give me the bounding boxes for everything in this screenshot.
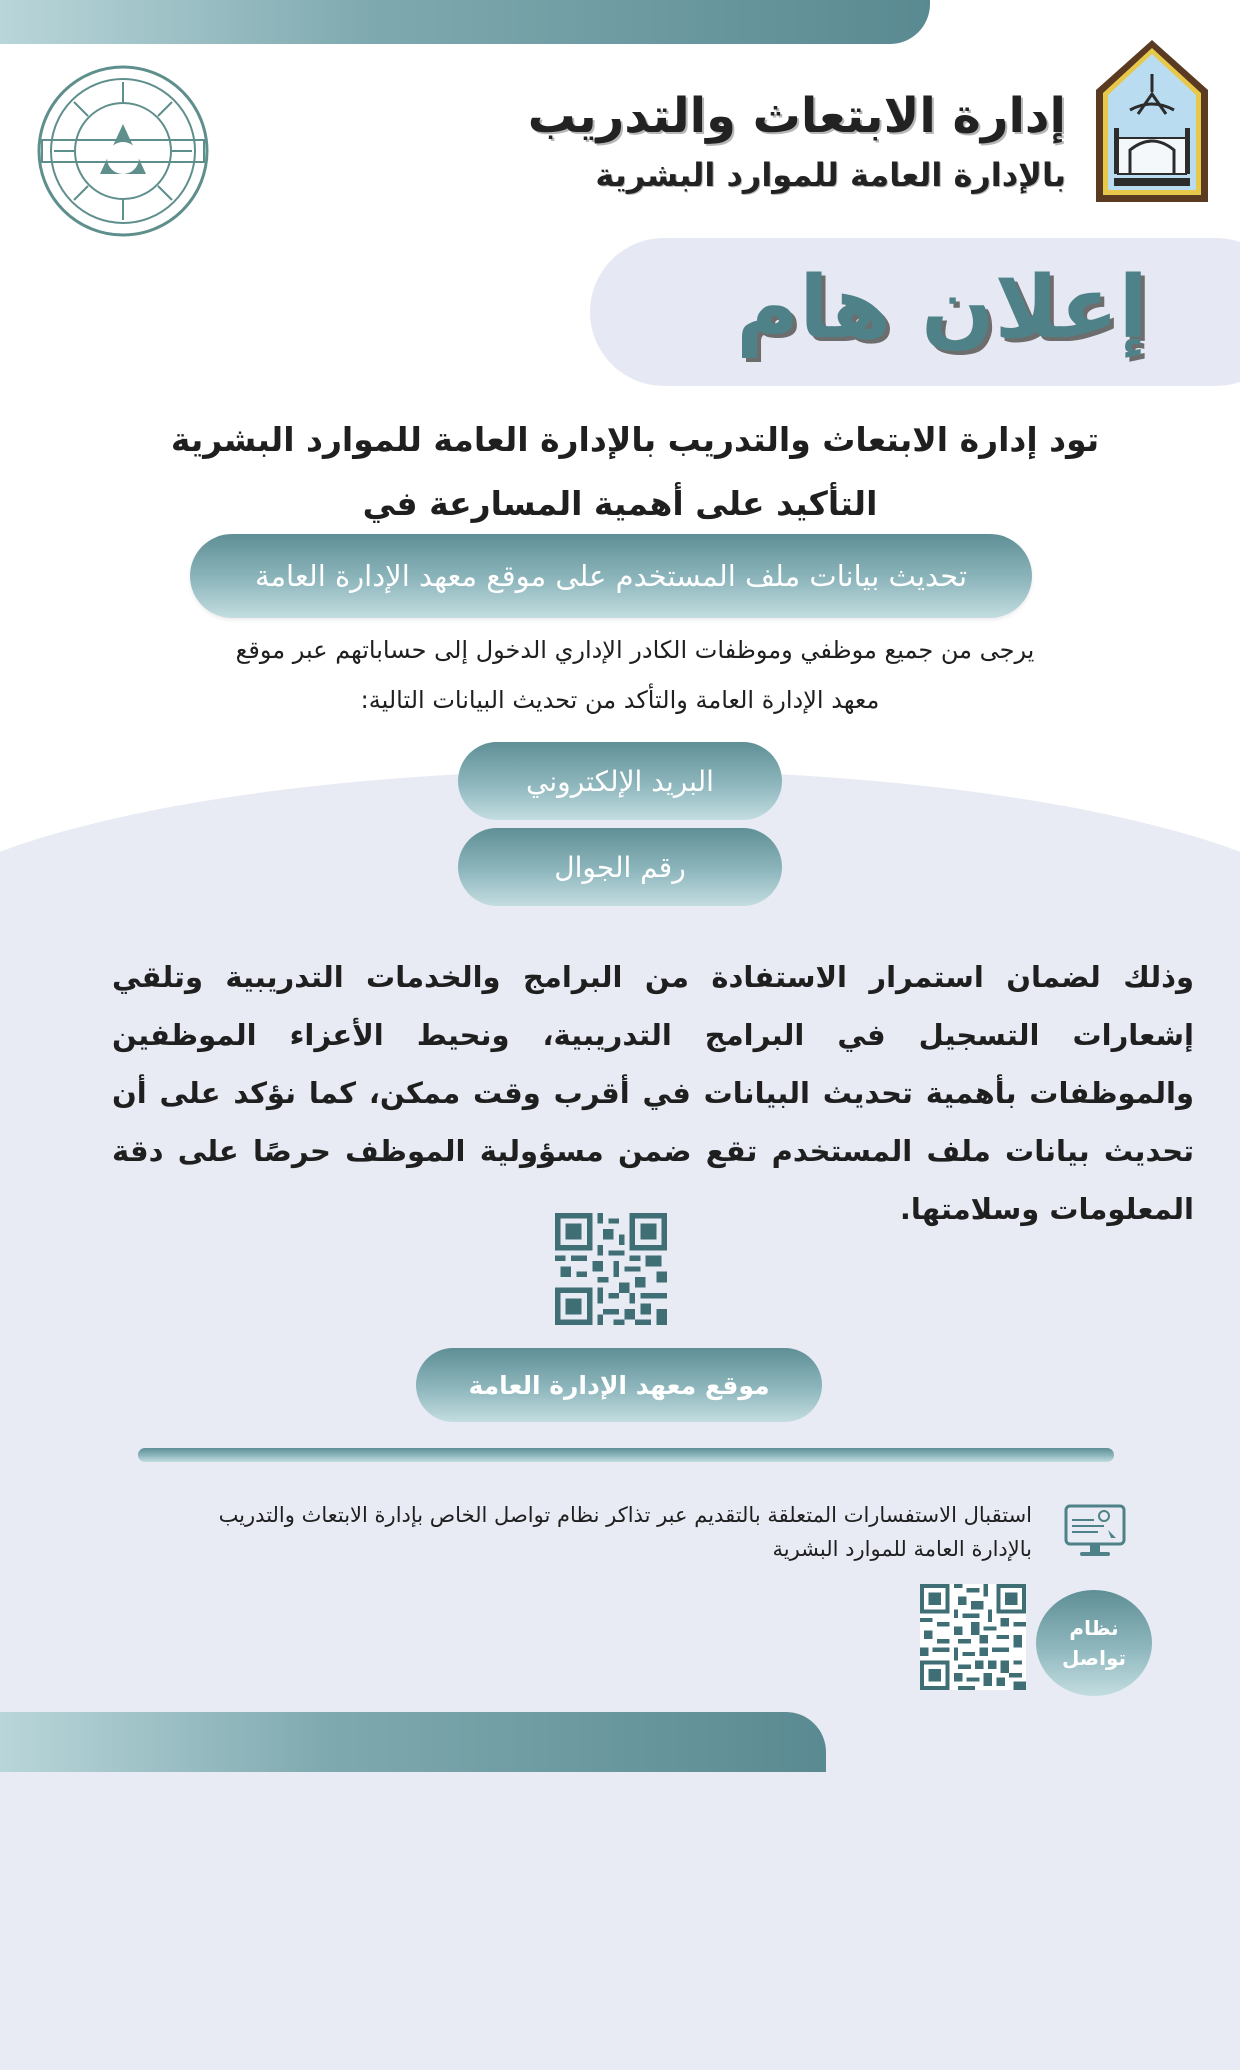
department-title: إدارة الابتعاث والتدريب: [527, 88, 1066, 144]
intro-line: تود إدارة الابتعاث والتدريب بالإدارة العامة للموارد البشرية: [170, 420, 1100, 459]
email-field-pill: [458, 742, 782, 820]
highlight-text: تحديث بيانات ملف المستخدم على موقع معهد الإدارة العامة: [254, 559, 968, 593]
top-decorative-bar: [0, 0, 930, 44]
bottom-decorative-bar: [0, 1712, 826, 1772]
mobile-field-pill: [458, 828, 782, 906]
intro-line: التأكيد على أهمية المسارعة في: [362, 484, 878, 523]
contact-system-label: نظام: [1069, 1616, 1119, 1640]
contact-info: [132, 1498, 1032, 1566]
announcement-title: إعلان هام: [736, 258, 1148, 358]
department-subtitle: بالإدارة العامة للموارد البشرية: [595, 156, 1066, 194]
contact-info-line: بالإدارة العامة للموارد البشرية: [772, 1537, 1032, 1561]
contact-system-badge[interactable]: [1036, 1590, 1152, 1696]
request-line: يرجى من جميع موظفي وموظفات الكادر الإداري الدخول إلى حساباتهم عبر موقع: [235, 636, 1035, 664]
institute-public-administration-seal-icon: [34, 62, 212, 240]
institute-website-label: موقع معهد الإدارة العامة: [468, 1370, 770, 1400]
computer-monitor-icon: [1064, 1504, 1126, 1558]
institute-website-button[interactable]: [416, 1348, 822, 1422]
mobile-field-label: رقم الجوال: [554, 850, 686, 884]
section-divider: [138, 1448, 1114, 1462]
contact-info-line: استقبال الاستفسارات المتعلقة بالتقديم عبر تذاكر نظام تواصل الخاص بإدارة الابتعاث والتدريب: [218, 1503, 1032, 1527]
qr-code-icon[interactable]: [555, 1213, 667, 1325]
body-paragraph: وذلك لضمان استمرار الاستفادة من البرامج والخدمات التدريبية وتلقي إشعارات التسجيل في البرامج التدريبية، ونحيط الأعزاء الموظفين والموظفات بأهمية تحديث البيانات في أقرب وقت ممكن، كما نؤكد على أن تحديث بيانات ملف المستخدم تقع ضمن مسؤولية الموظف حرصًا على دقة المعلومات وسلامتها.: [112, 960, 1194, 1226]
imam-university-emblem-icon: [1090, 36, 1214, 208]
contact-system-label: تواصل: [1061, 1646, 1127, 1670]
email-field-label: البريد الإلكتروني: [526, 764, 714, 798]
highlight-pill: [190, 534, 1032, 618]
request-line: معهد الإدارة العامة والتأكد من تحديث البيانات التالية:: [360, 686, 880, 714]
qr-code-icon[interactable]: [920, 1584, 1026, 1690]
